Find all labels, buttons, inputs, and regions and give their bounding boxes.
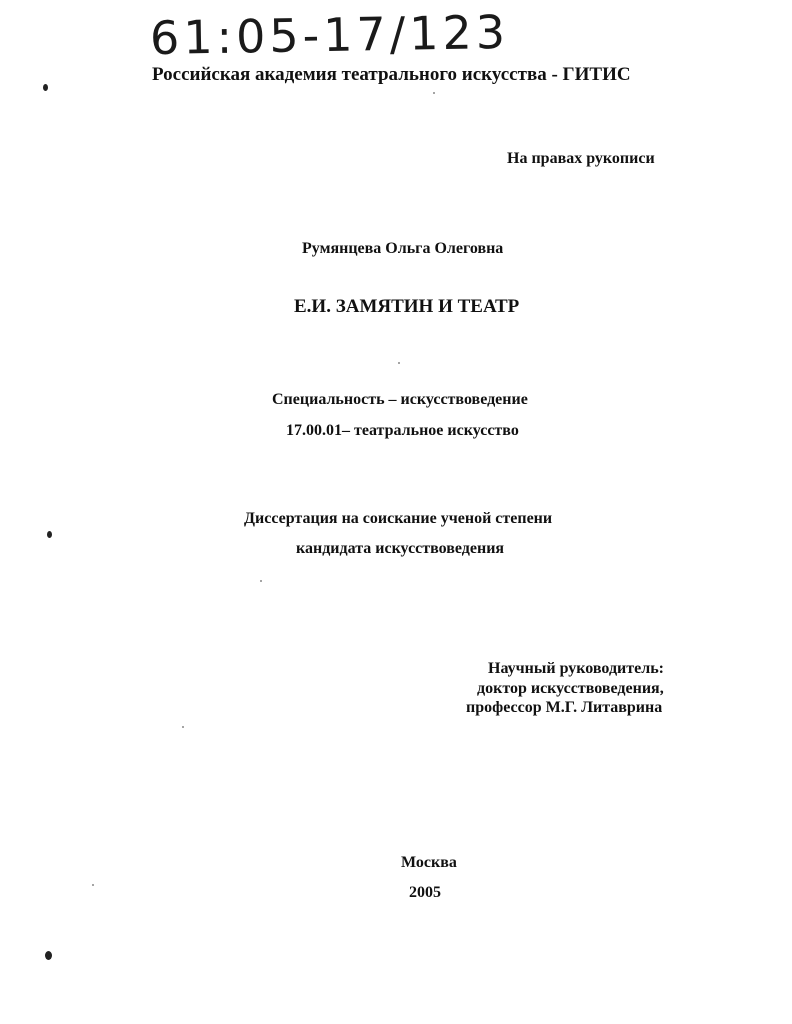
scan-speck <box>260 580 262 582</box>
specialty-code-line: 17.00.01– театральное искусство <box>286 422 519 439</box>
scan-mark-dot <box>43 84 48 91</box>
degree-line-2: кандидата искусствоведения <box>296 540 505 557</box>
year: 2005 <box>409 884 441 901</box>
scan-speck <box>182 726 184 728</box>
degree-line-1: Диссертация на соискание ученой степени <box>244 510 553 527</box>
scan-speck <box>433 92 435 94</box>
supervisor-name: профессор М.Г. Литаврина <box>466 699 663 716</box>
scan-speck <box>398 362 400 364</box>
city: Москва <box>401 854 457 871</box>
specialty-line: Специальность – искусствоведение <box>272 391 528 408</box>
dissertation-title: Е.И. ЗАМЯТИН И ТЕАТР <box>294 296 520 317</box>
scan-mark-dot <box>45 951 52 960</box>
scan-speck <box>92 884 94 886</box>
supervisor-label: Научный руководитель: <box>488 660 664 677</box>
rights-notice: На правах рукописи <box>507 150 655 167</box>
scan-mark-dot <box>47 531 52 538</box>
author-name: Румянцева Ольга Олеговна <box>302 240 504 257</box>
handwritten-archive-code: 61:05-17/123 <box>149 4 510 66</box>
supervisor-degree: доктор искусствоведения, <box>477 680 664 697</box>
institution-name: Российская академия театрального искусства - ГИТИС <box>152 64 631 85</box>
